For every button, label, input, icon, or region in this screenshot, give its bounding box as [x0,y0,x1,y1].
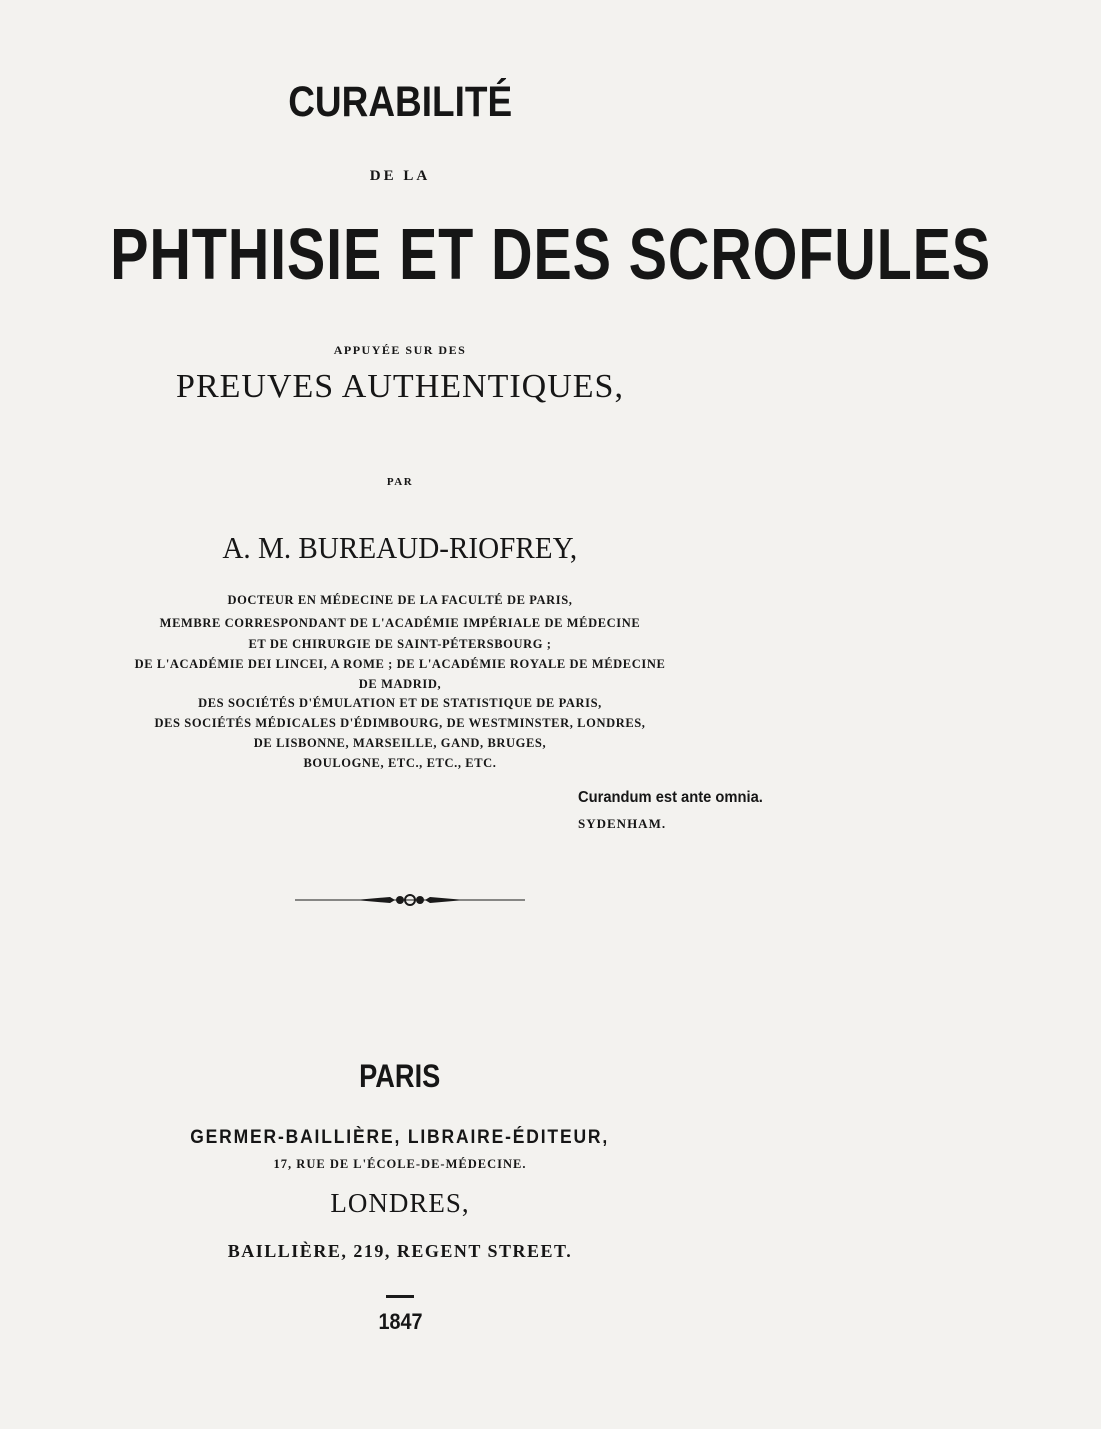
credential-line: DE L'ACADÉMIE DEI LINCEI, A ROME ; DE L'ACADÉMIE ROYALE DE MÉDECINE [134,657,666,671]
credential-line: MEMBRE CORRESPONDANT DE L'ACADÉMIE IMPÉRIALE DE MÉDECINE [159,616,641,630]
imprint-city-paris-text: PARIS [359,1058,441,1094]
credential-line: DES SOCIÉTÉS D'ÉMULATION ET DE STATISTIQUE DE PARIS, [198,696,602,710]
credential-line: DES SOCIÉTÉS MÉDICALES D'ÉDIMBOURG, DE WESTMINSTER, LONDRES, [154,716,646,730]
title-de-la: DE LA [369,168,431,184]
credential-line: ET DE CHIRURGIE DE SAINT-PÉTERSBOURG ; [248,637,552,651]
credential-line: BOULOGNE, ETC., ETC., ETC. [303,756,497,770]
credential-line: DOCTEUR EN MÉDECINE DE LA FACULTÉ DE PARIS, [227,593,573,607]
epigraph-text: Curandum est ante omnia. [578,789,763,806]
year-rule [386,1295,414,1298]
credential-line: DE LISBONNE, MARSEILLE, GAND, BRUGES, [253,736,547,750]
publisher-london: BAILLIÈRE, 219, REGENT STREET. [227,1241,573,1261]
title-main [0,214,992,296]
publisher-name [0,1127,800,1149]
publication-year-text: 1847 [377,1309,423,1334]
subtitle-appuyee: APPUYÉE SUR DES [333,343,467,357]
imprint-city-paris [0,1058,800,1095]
title-main-text: PHTHISIE ET DES SCROFULES [110,215,992,295]
epigraph [578,789,779,807]
title-curabilite-text: CURABILITÉ [288,78,512,126]
title-curabilite [0,78,800,127]
subtitle-preuves: PREUVES AUTHENTIQUES, [176,368,624,405]
imprint-city-londres: LONDRES, [330,1188,470,1218]
epigraph-author: SYDENHAM. [578,816,667,831]
publisher-address: 17, RUE DE L'ÉCOLE-DE-MÉDECINE. [273,1157,527,1171]
credential-line: DE MADRID, [358,677,442,691]
publisher-name-text: GERMER-BAILLIÈRE, LIBRAIRE-ÉDITEUR, [190,1127,610,1148]
author-name [0,530,800,566]
author-name-text: A. M. BUREAUD-RIOFREY, [222,530,578,565]
byline-par: PAR [386,476,414,488]
ornament-divider-icon [295,894,525,906]
publication-year [0,1309,800,1335]
